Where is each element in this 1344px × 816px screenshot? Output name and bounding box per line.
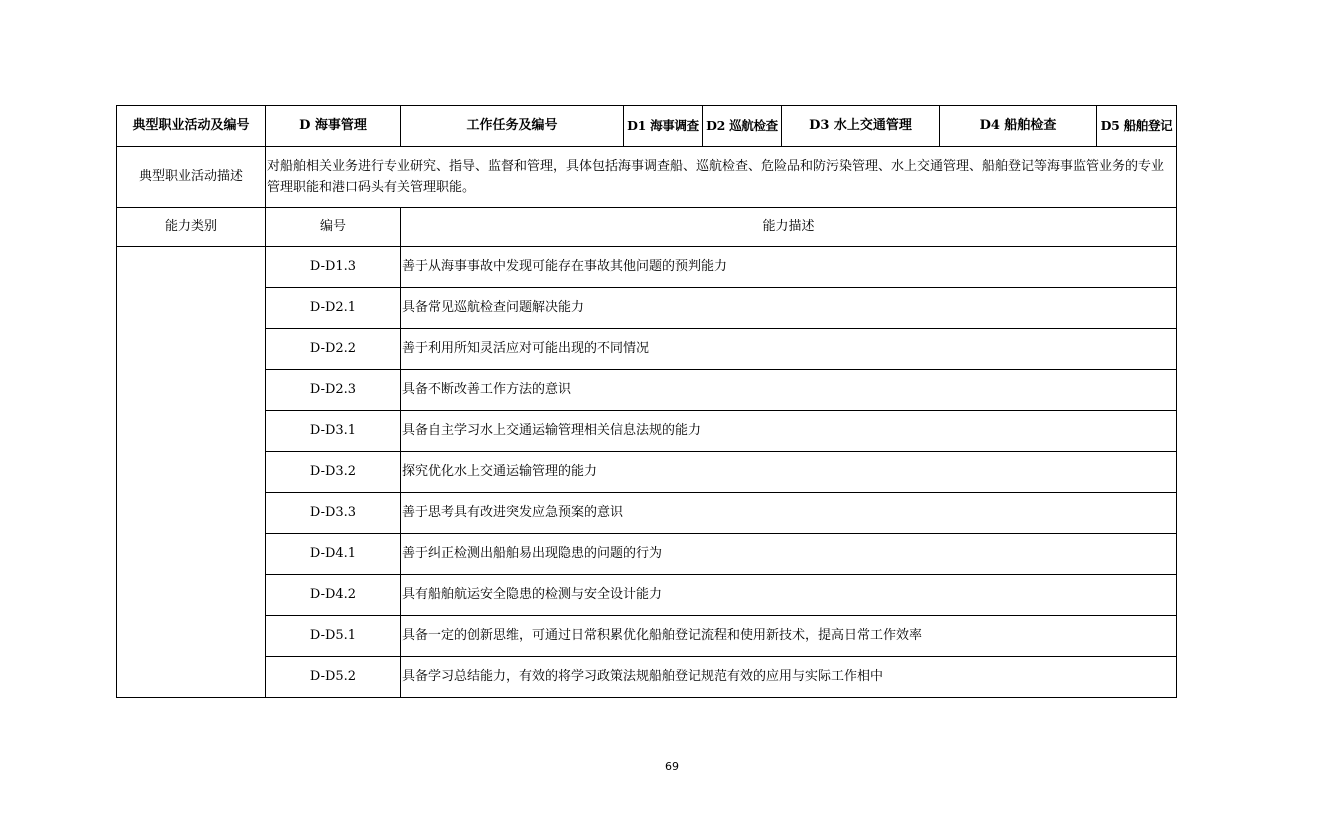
ability-header: 能力描述 xyxy=(401,208,1177,247)
ability-description: 具备学习总结能力，有效的将学习政策法规船舶登记规范有效的应用与实际工作相中 xyxy=(401,657,1177,698)
ability-description: 具备自主学习水上交通运输管理相关信息法规的能力 xyxy=(401,411,1177,452)
task-d3: D3 水上交通管理 xyxy=(782,106,940,147)
task-label: 工作任务及编号 xyxy=(401,106,624,147)
page-number: 69 xyxy=(665,760,679,773)
category-header: 能力类别 xyxy=(117,208,266,247)
activity-value: D 海事管理 xyxy=(266,106,401,147)
ability-code: D-D3.1 xyxy=(266,411,401,452)
ability-code: D-D2.3 xyxy=(266,370,401,411)
table-row xyxy=(117,288,1177,329)
ability-code: D-D2.2 xyxy=(266,329,401,370)
table-row xyxy=(117,493,1177,534)
column-header-row xyxy=(117,208,1177,247)
ability-description: 善于从海事事故中发现可能存在事故其他问题的预判能力 xyxy=(401,247,1177,288)
header-row xyxy=(117,106,1177,147)
competency-table xyxy=(116,105,1177,698)
table-row xyxy=(117,370,1177,411)
ability-code: D-D4.1 xyxy=(266,534,401,575)
table-row xyxy=(117,411,1177,452)
ability-code: D-D5.2 xyxy=(266,657,401,698)
activity-label: 典型职业活动及编号 xyxy=(117,106,266,147)
table-row xyxy=(117,616,1177,657)
table-row xyxy=(117,247,1177,288)
task-d4: D4 船舶检查 xyxy=(940,106,1097,147)
description-label: 典型职业活动描述 xyxy=(117,147,266,208)
ability-description: 具备常见巡航检查问题解决能力 xyxy=(401,288,1177,329)
ability-description: 善于纠正检测出船舶易出现隐患的问题的行为 xyxy=(401,534,1177,575)
ability-code: D-D1.3 xyxy=(266,247,401,288)
table-row xyxy=(117,534,1177,575)
task-d1: D1 海事调查 xyxy=(624,106,703,147)
ability-description: 善于利用所知灵活应对可能出现的不同情况 xyxy=(401,329,1177,370)
table-row xyxy=(117,657,1177,698)
table-row xyxy=(117,575,1177,616)
category-cell xyxy=(117,247,266,698)
ability-code: D-D2.1 xyxy=(266,288,401,329)
description-row xyxy=(117,147,1177,208)
table-row xyxy=(117,452,1177,493)
ability-description: 具备一定的创新思维，可通过日常积累优化船舶登记流程和使用新技术，提高日常工作效率 xyxy=(401,616,1177,657)
ability-code: D-D3.3 xyxy=(266,493,401,534)
ability-code: D-D4.2 xyxy=(266,575,401,616)
ability-code: D-D5.1 xyxy=(266,616,401,657)
description-text: 对船舶相关业务进行专业研究、指导、监督和管理，具体包括海事调查船、巡航检查、危险品和防污染管理、水上交通管理、船舶登记等海事监管业务的专业管理职能和港口码头有关管理职能。 xyxy=(266,147,1177,208)
ability-description: 探究优化水上交通运输管理的能力 xyxy=(401,452,1177,493)
table-row xyxy=(117,329,1177,370)
code-header: 编号 xyxy=(266,208,401,247)
task-d5: D5 船舶登记 xyxy=(1097,106,1177,147)
ability-description: 具备不断改善工作方法的意识 xyxy=(401,370,1177,411)
ability-description: 具有船舶航运安全隐患的检测与安全设计能力 xyxy=(401,575,1177,616)
ability-description: 善于思考具有改进突发应急预案的意识 xyxy=(401,493,1177,534)
ability-code: D-D3.2 xyxy=(266,452,401,493)
task-d2: D2 巡航检查 xyxy=(703,106,782,147)
